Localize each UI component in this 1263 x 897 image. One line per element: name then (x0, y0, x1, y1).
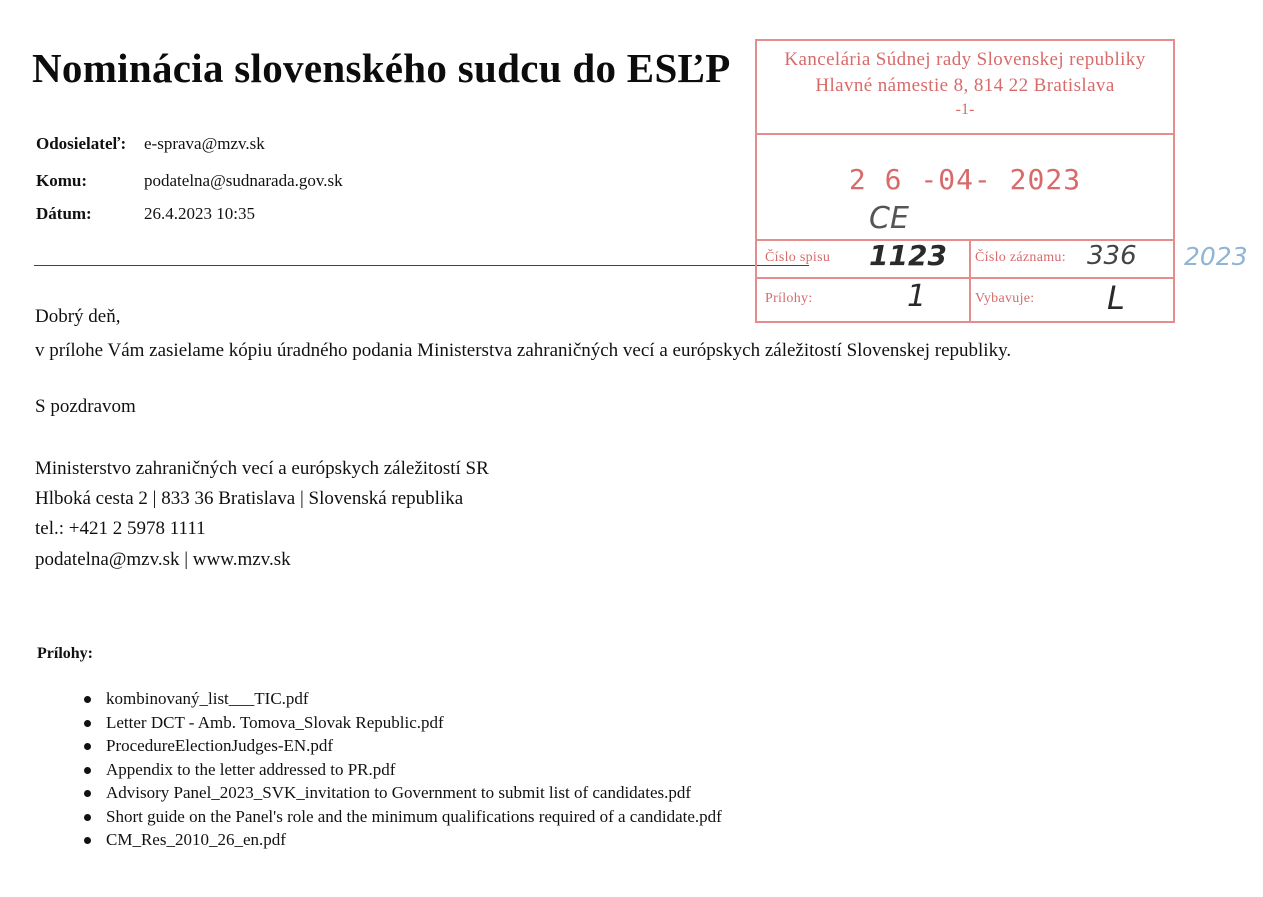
bullet-icon (84, 790, 91, 797)
date-value: 26.4.2023 10:35 (144, 204, 255, 223)
bullet-icon (84, 837, 91, 844)
attachment-name: CM_Res_2010_26_en.pdf (106, 830, 286, 849)
signature-contact: podatelna@mzv.sk | www.mzv.sk (35, 549, 291, 570)
stamp-attachments-label: Prílohy: (765, 291, 813, 306)
handwritten-record-number: 336 (1087, 241, 1137, 271)
stamp-number: -1- (955, 101, 975, 118)
attachment-name: Advisory Panel_2023_SVK_invitation to Government to submit list of candidates.pdf (106, 783, 692, 802)
document-title: Nominácia slovenského sudcu do ESĽP (32, 45, 731, 91)
recipient-value: podatelna@sudnarada.gov.sk (144, 171, 343, 190)
registry-stamp (755, 39, 1175, 323)
attachment-item (84, 760, 722, 784)
stamp-address: Hlavné námestie 8, 814 22 Bratislava (815, 75, 1115, 96)
signature-org: Ministerstvo zahraničných vecí a európskych záležitostí SR (35, 458, 489, 479)
bullet-icon (84, 814, 91, 821)
bullet-icon (84, 720, 91, 727)
attachment-item (84, 830, 722, 854)
bullet-icon (84, 767, 91, 774)
signature-phone: tel.: +421 2 5978 1111 (35, 518, 206, 539)
attachment-name: Short guide on the Panel's role and the minimum qualifications required of a candidate.pdf (106, 806, 722, 826)
attachments-list (84, 689, 722, 854)
attachment-item (84, 689, 722, 713)
bullet-icon (84, 743, 91, 750)
attachments-heading: Prílohy: (37, 645, 93, 662)
attachment-item (84, 713, 722, 737)
attachment-name: Letter DCT - Amb. Tomova_Slovak Republic.pdf (106, 712, 444, 732)
attachment-item (84, 807, 722, 831)
stamp-record-label: Číslo záznamu: (975, 250, 1066, 265)
signature-address: Hlboká cesta 2 | 833 36 Bratislava | Slovenská republika (35, 488, 464, 509)
stamp-divider (757, 133, 1173, 135)
handwritten-handler: L (1107, 279, 1125, 317)
stamp-column-divider (969, 239, 971, 323)
handwritten-file-number: 1123 (869, 239, 947, 272)
stamp-handled-label: Vybavuje: (975, 291, 1035, 306)
greeting: Dobrý deň, (35, 306, 121, 327)
attachment-name: ProcedureElectionJudges-EN.pdf (106, 736, 334, 755)
sender-value: e-sprava@mzv.sk (144, 134, 265, 153)
attachment-name: kombinovaný_list___TIC.pdf (106, 689, 309, 708)
recipient-label: Komu: (36, 171, 87, 190)
attachment-item (84, 736, 722, 760)
attachment-item (84, 783, 722, 807)
bullet-icon (84, 696, 91, 703)
handwritten-attachments-count: 1 (907, 279, 927, 314)
date-label: Dátum: (36, 204, 92, 223)
sender-label: Odosielateľ: (36, 134, 127, 153)
stamp-file-label: Číslo spisu (765, 250, 831, 265)
attachment-name: Appendix to the letter addressed to PR.pdf (106, 759, 396, 779)
handwritten-initials: CE (869, 201, 909, 236)
header-divider (34, 265, 809, 266)
handwritten-record-year: 2023 (1184, 242, 1248, 271)
stamp-office: Kancelária Súdnej rady Slovenskej republiky (784, 49, 1146, 70)
stamp-date: 2 6 -04- 2023 (848, 163, 1082, 196)
message-body: v prílohe Vám zasielame kópiu úradného podania Ministerstva zahraničných vecí a európskych záležitostí Slovenskej republiky. (35, 340, 1012, 361)
closing: S pozdravom (35, 396, 136, 417)
